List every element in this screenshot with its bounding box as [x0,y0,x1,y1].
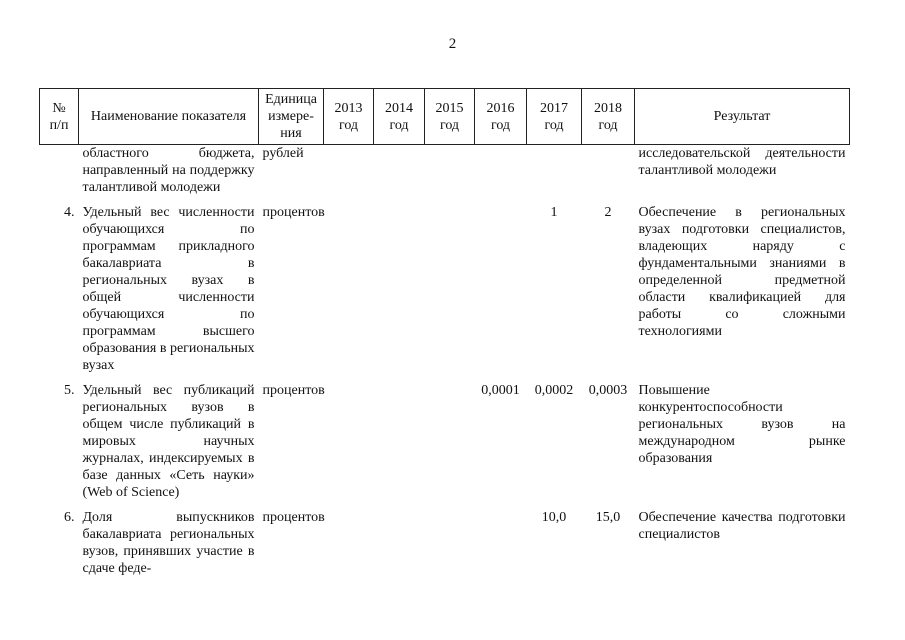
row-num: 4. [64,205,75,220]
row-num [40,145,79,197]
row-2014 [374,145,425,197]
row-2013 [324,501,374,577]
row-unit: процентов [262,510,325,525]
row-unit: рублей [262,146,304,161]
row-2018 [582,145,635,197]
row-2017: 10,0 [541,510,567,525]
row-2013 [324,145,374,197]
row-2014 [374,374,425,501]
row-result: Обеспечение качества подготовки специалистов [638,510,846,542]
header-unit: Единица измере-ния [259,89,324,145]
row-2016: 0,0001 [481,383,520,398]
header-num: № п/п [40,89,79,145]
row-2017 [527,145,582,197]
header-result: Результат [635,89,850,145]
row-2015 [425,501,475,577]
row-2018: 2 [604,205,612,220]
header-2013: 2013 год [324,89,374,145]
row-2016 [475,501,527,577]
table-row [40,501,850,577]
row-2014 [374,196,425,374]
row-result: исследовательской деятельности талантливой молодежи [638,146,846,178]
row-unit: процентов [262,383,325,398]
row-unit: процентов [262,205,325,220]
header-2018: 2018 год [582,89,635,145]
row-2017: 0,0002 [534,383,574,398]
row-num: 5. [64,383,75,398]
row-num: 6. [64,510,75,525]
row-2014 [374,501,425,577]
row-2013 [324,196,374,374]
row-name: Удельный вес публикаций региональных вузов в общем числе публикаций в мировых научных журналах, индексируемых в базе данных «Сеть науки» (Web of Science) [82,383,255,500]
table-row [40,374,850,501]
row-2016 [475,145,527,197]
header-2014: 2014 год [374,89,425,145]
row-name: областного бюджета, направленный на поддержку талантливой молодежи [82,146,255,195]
row-name: Доля выпускников бакалавриата региональных вузов, принявших участие в сдаче феде- [82,510,255,576]
header-2017: 2017 год [527,89,582,145]
row-name: Удельный вес численности обучающихся по программам прикладного бакалавриата в региональных вузах в общей численности обучающихся по программам высшего образования в региональных вузах [82,205,255,373]
table-row [40,145,850,197]
row-2013 [324,374,374,501]
row-2015 [425,145,475,197]
row-2016 [475,196,527,374]
table-row [40,196,850,374]
row-2015 [425,374,475,501]
row-2018: 15,0 [595,510,621,525]
row-2018: 0,0003 [588,383,628,398]
indicators-table [39,88,850,577]
row-result: Повышение конкурентоспособности региональных вузов на международном рынке образования [638,383,846,466]
header-2015: 2015 год [425,89,475,145]
row-result: Обеспечение в региональных вузах подготовки специалистов, владеющих наряду с фундаментальными знаниями в определенной предметной области квалификацией для работы со сложными технологиями [638,205,846,339]
page-number: 2 [448,36,457,52]
row-2017: 1 [550,205,558,220]
row-2015 [425,196,475,374]
header-2016: 2016 год [475,89,527,145]
header-name: Наименование показателя [79,89,259,145]
table-header-row [40,89,850,145]
